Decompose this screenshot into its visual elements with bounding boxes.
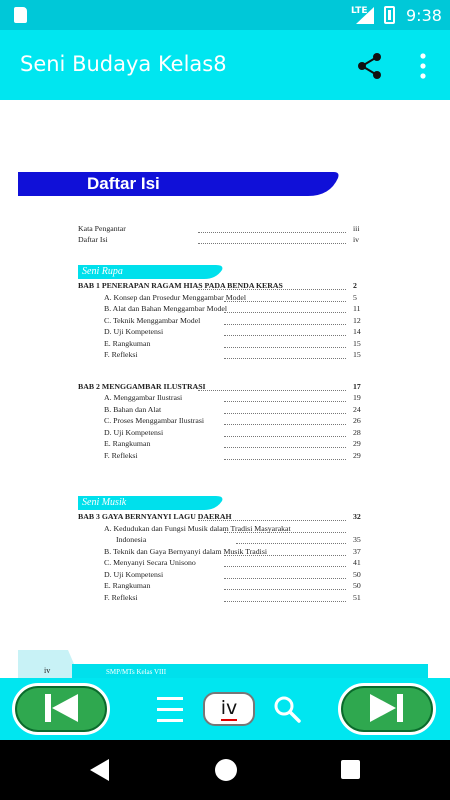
toc-page-number: 29 xyxy=(353,439,361,448)
section-label: Seni Musik xyxy=(82,497,127,508)
toc-entry: A. Menggambar Ilustrasi xyxy=(104,393,183,402)
signal-icon xyxy=(356,7,374,24)
toc-leader xyxy=(224,324,346,325)
toc-entry: D. Uji Kompetensi xyxy=(104,427,164,437)
app-bar xyxy=(0,30,450,100)
toc-entry: F. Refleksi xyxy=(104,350,138,359)
next-page-button[interactable] xyxy=(338,683,436,735)
recents-icon[interactable] xyxy=(341,760,360,779)
toc-entry: B. Bahan dan Alat xyxy=(104,404,162,414)
toc-chapter: BAB 2 MENGGAMBAR ILUSTRASI xyxy=(78,381,206,391)
toc-leader xyxy=(224,555,346,556)
toc-leader xyxy=(224,601,346,602)
toc-leader xyxy=(224,532,346,533)
toc-page-number: 37 xyxy=(353,546,361,556)
toc-page-number: 28 xyxy=(353,427,361,437)
toc-page-number: 51 xyxy=(353,592,361,602)
toc-leader xyxy=(224,301,346,302)
toc-leader xyxy=(198,390,346,391)
toc-leader xyxy=(224,447,346,448)
toc-entry: Daftar Isi xyxy=(78,235,108,244)
toc-page-number: 2 xyxy=(353,281,357,290)
toc-leader xyxy=(198,289,346,290)
toc-page-number: 14 xyxy=(353,327,361,336)
app-title: Seni Budaya Kelas8 xyxy=(20,52,227,76)
toc-page-number: 32 xyxy=(353,512,361,521)
toc-page-number: 29 xyxy=(353,450,361,460)
toc-page-number: 15 xyxy=(353,338,361,348)
share-icon[interactable] xyxy=(356,52,384,80)
toc-leader xyxy=(198,232,346,233)
toc-leader xyxy=(224,358,346,359)
footer-page-number: iv xyxy=(44,666,51,675)
search-icon[interactable] xyxy=(272,694,302,724)
toc-leader xyxy=(224,436,346,437)
toc-page-number: 41 xyxy=(353,558,361,567)
page-heading: Daftar Isi xyxy=(87,174,160,193)
toc-leader xyxy=(198,520,346,521)
system-nav-bar xyxy=(0,740,450,800)
toc-leader xyxy=(224,413,346,414)
toc-entry: E. Rangkuman xyxy=(104,338,151,348)
toc-entry: A. Kedudukan dan Fungsi Musik dalam Tradisi Masyarakat xyxy=(104,523,291,533)
toc-page-number: 11 xyxy=(353,304,361,313)
toc-entry: D. Uji Kompetensi xyxy=(104,569,164,579)
toc-entry: B. Alat dan Bahan Menggambar Model xyxy=(104,304,227,313)
toc-leader xyxy=(224,312,346,313)
clock: 9:38 xyxy=(406,6,442,25)
toc-page-number: 5 xyxy=(353,292,357,302)
book-page[interactable] xyxy=(0,100,450,678)
toc-entry: A. Konsep dan Prosedur Menggambar Model xyxy=(104,292,247,302)
toc-page-number: 17 xyxy=(353,381,361,391)
network-type: LTE xyxy=(351,6,368,16)
toc-entry: Indonesia xyxy=(116,535,147,544)
battery-icon xyxy=(384,6,395,24)
skip-previous-icon xyxy=(12,683,110,735)
toc-leader xyxy=(224,459,346,460)
page-footer-decoration xyxy=(18,650,428,678)
toc-entry: E. Rangkuman xyxy=(104,581,151,590)
more-vert-icon[interactable] xyxy=(413,52,433,80)
toc-entry: C. Menyanyi Secara Unisono xyxy=(104,558,196,567)
sd-card-icon xyxy=(14,7,27,23)
toc-entry: B. Teknik dan Gaya Bernyanyi dalam Musik Tradisi xyxy=(104,546,268,556)
toc-chapter: BAB 3 GAYA BERNYANYI LAGU DAERAH xyxy=(78,512,232,521)
toc-entry: D. Uji Kompetensi xyxy=(104,327,164,336)
toc-entry: F. Refleksi xyxy=(104,450,138,460)
previous-page-button[interactable] xyxy=(12,683,110,735)
toc-leader xyxy=(224,566,346,567)
toc-leader xyxy=(236,543,346,544)
heading-banner xyxy=(18,172,340,196)
toc-page-number: 15 xyxy=(353,350,361,359)
toc-leader xyxy=(198,243,346,244)
toc-leader xyxy=(224,424,346,425)
toc-page-number: iii xyxy=(353,224,360,233)
toc-page-number: 50 xyxy=(353,581,361,590)
toc-entry: F. Refleksi xyxy=(104,592,138,602)
toc-leader xyxy=(224,578,346,579)
toc-chapter: BAB 1 PENERAPAN RAGAM HIAS PADA BENDA KERAS xyxy=(78,281,283,290)
status-bar xyxy=(0,0,450,30)
toc-leader xyxy=(224,589,346,590)
toc-entry: C. Proses Menggambar Ilustrasi xyxy=(104,416,205,425)
toc-page-number: 50 xyxy=(353,569,361,579)
page-indicator-button[interactable] xyxy=(203,692,255,726)
toc-entry: E. Rangkuman xyxy=(104,439,151,448)
toc-page-number: 12 xyxy=(353,315,361,325)
page-indicator: iv xyxy=(220,697,238,719)
menu-icon[interactable] xyxy=(157,694,183,726)
toc-page-number: iv xyxy=(353,235,360,244)
bottom-nav xyxy=(0,678,450,740)
back-icon[interactable] xyxy=(90,759,110,781)
toc-page-number: 26 xyxy=(353,416,361,425)
toc-page-number: 19 xyxy=(353,393,361,402)
toc-entry: Kata Pengantar xyxy=(78,224,126,233)
section-label: Seni Rupa xyxy=(82,266,123,277)
toc-page-number: 24 xyxy=(353,404,361,414)
footer-text: SMP/MTs Kelas VIII xyxy=(106,668,167,676)
toc-leader xyxy=(224,335,346,336)
toc-page-number: 35 xyxy=(353,535,361,544)
toc-entry: C. Teknik Menggambar Model xyxy=(104,315,201,325)
skip-next-icon xyxy=(338,683,436,735)
home-icon[interactable] xyxy=(215,759,237,781)
toc-leader xyxy=(224,347,346,348)
toc-leader xyxy=(224,401,346,402)
